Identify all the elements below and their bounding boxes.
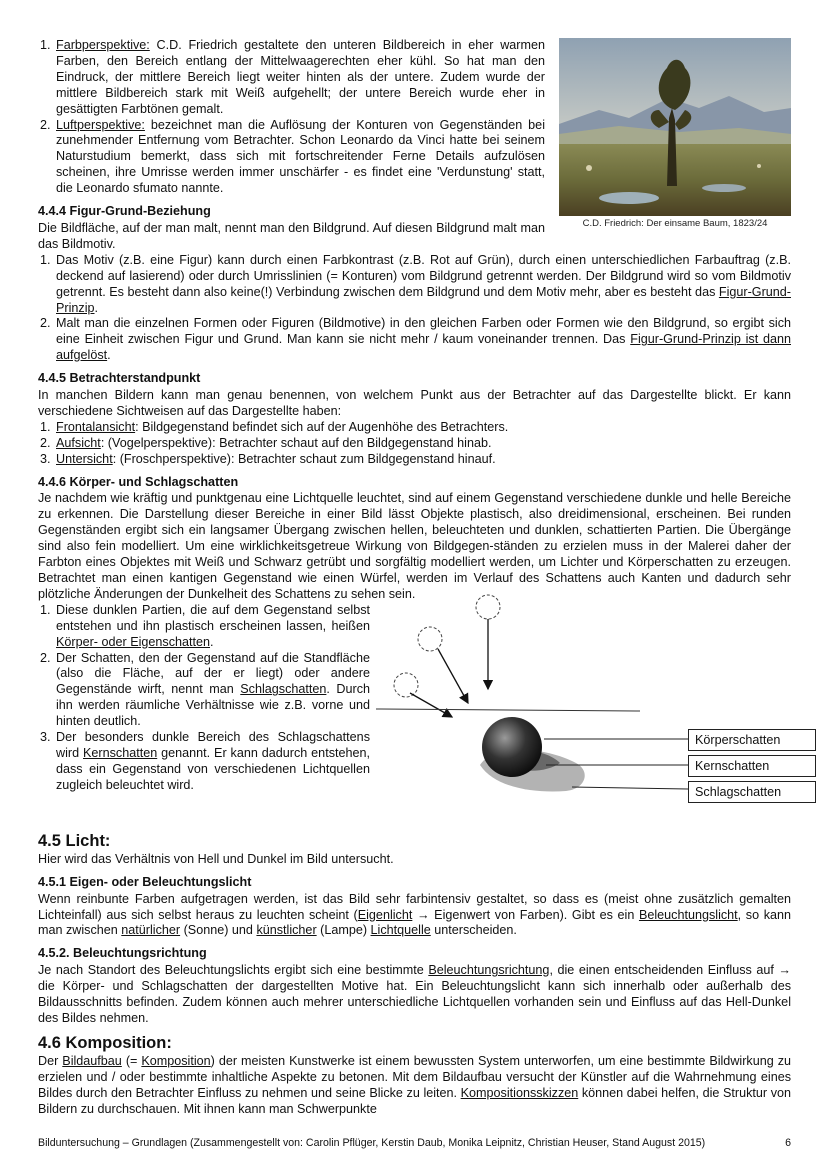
light-source-icon bbox=[418, 627, 442, 651]
label-kernschatten: Kernschatten bbox=[688, 755, 816, 777]
term-farbperspektive: Farbperspektive: bbox=[56, 38, 150, 52]
sphere bbox=[482, 717, 542, 777]
paragraph: Die Bildfläche, auf der man malt, nennt man den Bildgrund. Auf diesen Bildgrund malt man das Bildmotiv. bbox=[38, 220, 545, 251]
paragraph: Wenn reinbunte Farben aufgetragen werden, ist das Bild sehr farbintensiv gestaltet, so dass es (meist ohne zusätzlich gemalten Lichteinfall) aus sich selbst heraus zu leuchten scheint (Eigenlicht → Eigenwert von Farben). Gibt es ein Beleuchtungslicht, so kann man zwischen natürlicher (Sonne) und künstlicher (Lampe) Lichtquelle unterscheiden. bbox=[38, 891, 792, 938]
footer-text: Bilduntersuchung – Grundlagen (Zusammengestellt von: Carolin Pflüger, Kerstin Daub, Monika Leipnitz, Christian Heuser, Stand August 2015) bbox=[38, 1137, 706, 1149]
paragraph: In manchen Bildern kann man genau benennen, von welchem Punkt aus der Betrachter auf das Dargestellte blickt. Er kann verschiedene Sichtweisen auf das Dargestellte haben: bbox=[38, 388, 791, 418]
paragraph: Je nach Standort des Beleuchtungslichts ergibt sich eine bestimmte Beleuchtungsrichtung, die einen entscheidenden Einfluss auf → die Körper- und Schlagschatten der dargestellten Motive hat. Ein Beleuchtungslicht kann sich innerhalb oder außerhalb des Bildausschnitts befinden. Zudem können auch mehrer unterschiedliche Lichtquellen vorhanden sein und Einfluss auf das Hell-Dunkel des Bildes nehmen. bbox=[38, 963, 791, 1025]
paragraph: Der Bildaufbau (= Komposition) der meisten Kunstwerke ist einem bewussten System unterworfen, um eine bestimmte Bildwirkung zu erzielen und / oder bestimmte inhaltliche Aspekte zu betonen. Mit dem Bildaufbau versucht der Künstler auf die Wahrnehmung eines Bildes durch den Betrachter Einfluss zu nehmen und seine Blicke zu leiten. Kompositionsskizzen können dabei helfen, die Struktur von Bildern zu durchschauen. Mit ihnen kann man Schwerpunkte bbox=[38, 1053, 792, 1116]
list-item: 2. Aufsicht: (Vogelperspektive): Betrachter schaut auf den Bildgegenstand hinab. bbox=[40, 435, 492, 450]
list-item: 3. Der besonders dunkle Bereich des Schlagschattens wird Kernschatten genannt. Er kann dadurch entstehen, dass ein Gegenstand von verschiedenen Lichtquellen zugleich beleuchtet wird. bbox=[40, 730, 370, 792]
heading-komposition: 4.6 Komposition: bbox=[38, 1033, 172, 1052]
list-item: 1. Das Motiv (z.B. eine Figur) kann durch einen Farbkontrast (z.B. Rot auf Grün), durch einen unterschiedlichen Farbauftrag (z.B. deckend auf lasierend) oder durch Umrisslinien (= Konturen) vom Bildgrund getrennt werden. Der Bildgrund wird so vom Bildmotiv getrennt. Es besteht dann also keine(!) Verbindung zwischen dem Bildgrund und dem Motiv mehr, aber es besteht das Figur-Grund-Prinzip. bbox=[40, 252, 791, 315]
heading-licht: 4.5 Licht: bbox=[38, 831, 111, 850]
heading-eigenlicht: 4.5.1 Eigen- oder Beleuchtungslicht bbox=[38, 874, 252, 889]
list-item: 3. Untersicht: (Froschperspektive): Betrachter schaut zum Bildgegenstand hinauf. bbox=[40, 451, 496, 466]
painting-caption: C.D. Friedrich: Der einsame Baum, 1823/24 bbox=[582, 218, 768, 229]
list-item: 2. Luftperspektive: bezeichnet man die Auflösung der Konturen von Gegenständen bei zunehmender Entfernung vom Betrachter. Schon Leonardo da Vinci hatte bei seinem Naturstudium bemerkt, dass sich mit fortschreitender Ferne Details aufzulösen scheinen, ihre Umrisse werden immer unschärfer - es findet eine 'Verdunstung' statt, die Leonardo sfumato nannte. bbox=[40, 117, 545, 196]
list-item: 1. Diese dunklen Partien, die auf dem Gegenstand selbst entstehen und ihn plastisch erscheinen lassen, heißen Körper- oder Eigenschatten. bbox=[40, 602, 370, 649]
schatten-list bbox=[38, 603, 370, 794]
light-source-icon bbox=[476, 595, 500, 619]
figur-grund-list bbox=[38, 253, 791, 364]
paragraph: Je nachdem wie kräftig und punktgenau eine Lichtquelle leuchtet, sind auf einem Gegenstand verschiedene dunkle und helle Bereiche zu erkennen. Die Darstellung dieser Bereiche in einer Bild lässt Objekte plastisch, also dreidimensional, erscheinen. Bei runden Gegenständen ergibt sich ein langsamer Übergang zwischen hellen, beleuchteten und dunklen, schattierten Partien. Die Übergänge sind also fein modelliert. Um eine wirklichkeitsgetreue Wirkung von Bildgegen-ständen zu erzielen muss in der Malerei daher der Farbton eines Objektes mit Weiß und Schwarz getrübt und sorgfältig modelliert werden, um Lichter und Körperschatten zu erzeugen. Betrachtet man einen kantigen Gegenstand wie einen Würfel, werden im Verlauf des Schattens auch Kanten und dadurch sehr plötzliche Änderungen der Dunkelheit des Schattens zu sehen sein. bbox=[38, 491, 791, 601]
heading-figur-grund: 4.4.4 Figur-Grund-Beziehung bbox=[38, 204, 211, 219]
term-luftperspektive: Luftperspektive: bbox=[56, 117, 145, 132]
page-footer bbox=[38, 1137, 791, 1150]
list-item: 2. Der Schatten, den der Gegenstand auf die Standfläche (also die Fläche, auf der er liegt) oder andere Gegenstände wirft, nennt man Schlagschatten. Durch ihn werden räumliche Verhältnisse wie z.B. vorne und hinten deutlich. bbox=[40, 650, 371, 729]
page-number: 6 bbox=[785, 1137, 791, 1149]
light-source-icon bbox=[394, 673, 418, 697]
paragraph: Hier wird das Verhältnis von Hell und Dunkel im Bild untersucht. bbox=[38, 851, 394, 866]
document-page bbox=[38, 38, 791, 1118]
label-koerperschatten: Körperschatten bbox=[688, 729, 816, 751]
list-item: 1. Frontalansicht: Bildgegenstand befindet sich auf der Augenhöhe des Betrachters. bbox=[40, 419, 509, 434]
list-item: 2. Malt man die einzelnen Formen oder Figuren (Bildmotive) in den gleichen Farben oder Formen wie den Bildgrund, so ergibt sich eine Einheit zwischen Figur und Grund. Man kann sie nicht mehr / kaum voneinander trennen. Das Figur-Grund-Prinzip ist dann aufgelöst. bbox=[40, 316, 791, 363]
betrachter-list bbox=[38, 420, 791, 468]
shadow-diagram bbox=[376, 593, 788, 823]
top-list bbox=[38, 38, 791, 197]
heading-beleuchtungsrichtung: 4.5.2. Beleuchtungsrichtung bbox=[38, 946, 207, 961]
heading-schatten: 4.4.6 Körper- und Schlagschatten bbox=[38, 474, 239, 489]
shadow-section bbox=[38, 603, 791, 825]
label-schlagschatten: Schlagschatten bbox=[688, 781, 816, 803]
heading-betrachterstandpunkt: 4.4.5 Betrachterstandpunkt bbox=[38, 371, 201, 386]
list-item: 1. Farbperspektive: C.D. Friedrich gestaltete den unteren Bildbereich in eher warmen Farben, den Bereich entlang der Mittelwaagerechten eher kühl. So hat man den Eindruck, der mittlere Bereich liegt weiter hinten als der untere. Zudem wurde der mittlere Bildbereich stark mit Weiß aufgehellt; der untere Bereich wurde eher in gesättigten Farbtönen gemalt. bbox=[40, 38, 545, 116]
